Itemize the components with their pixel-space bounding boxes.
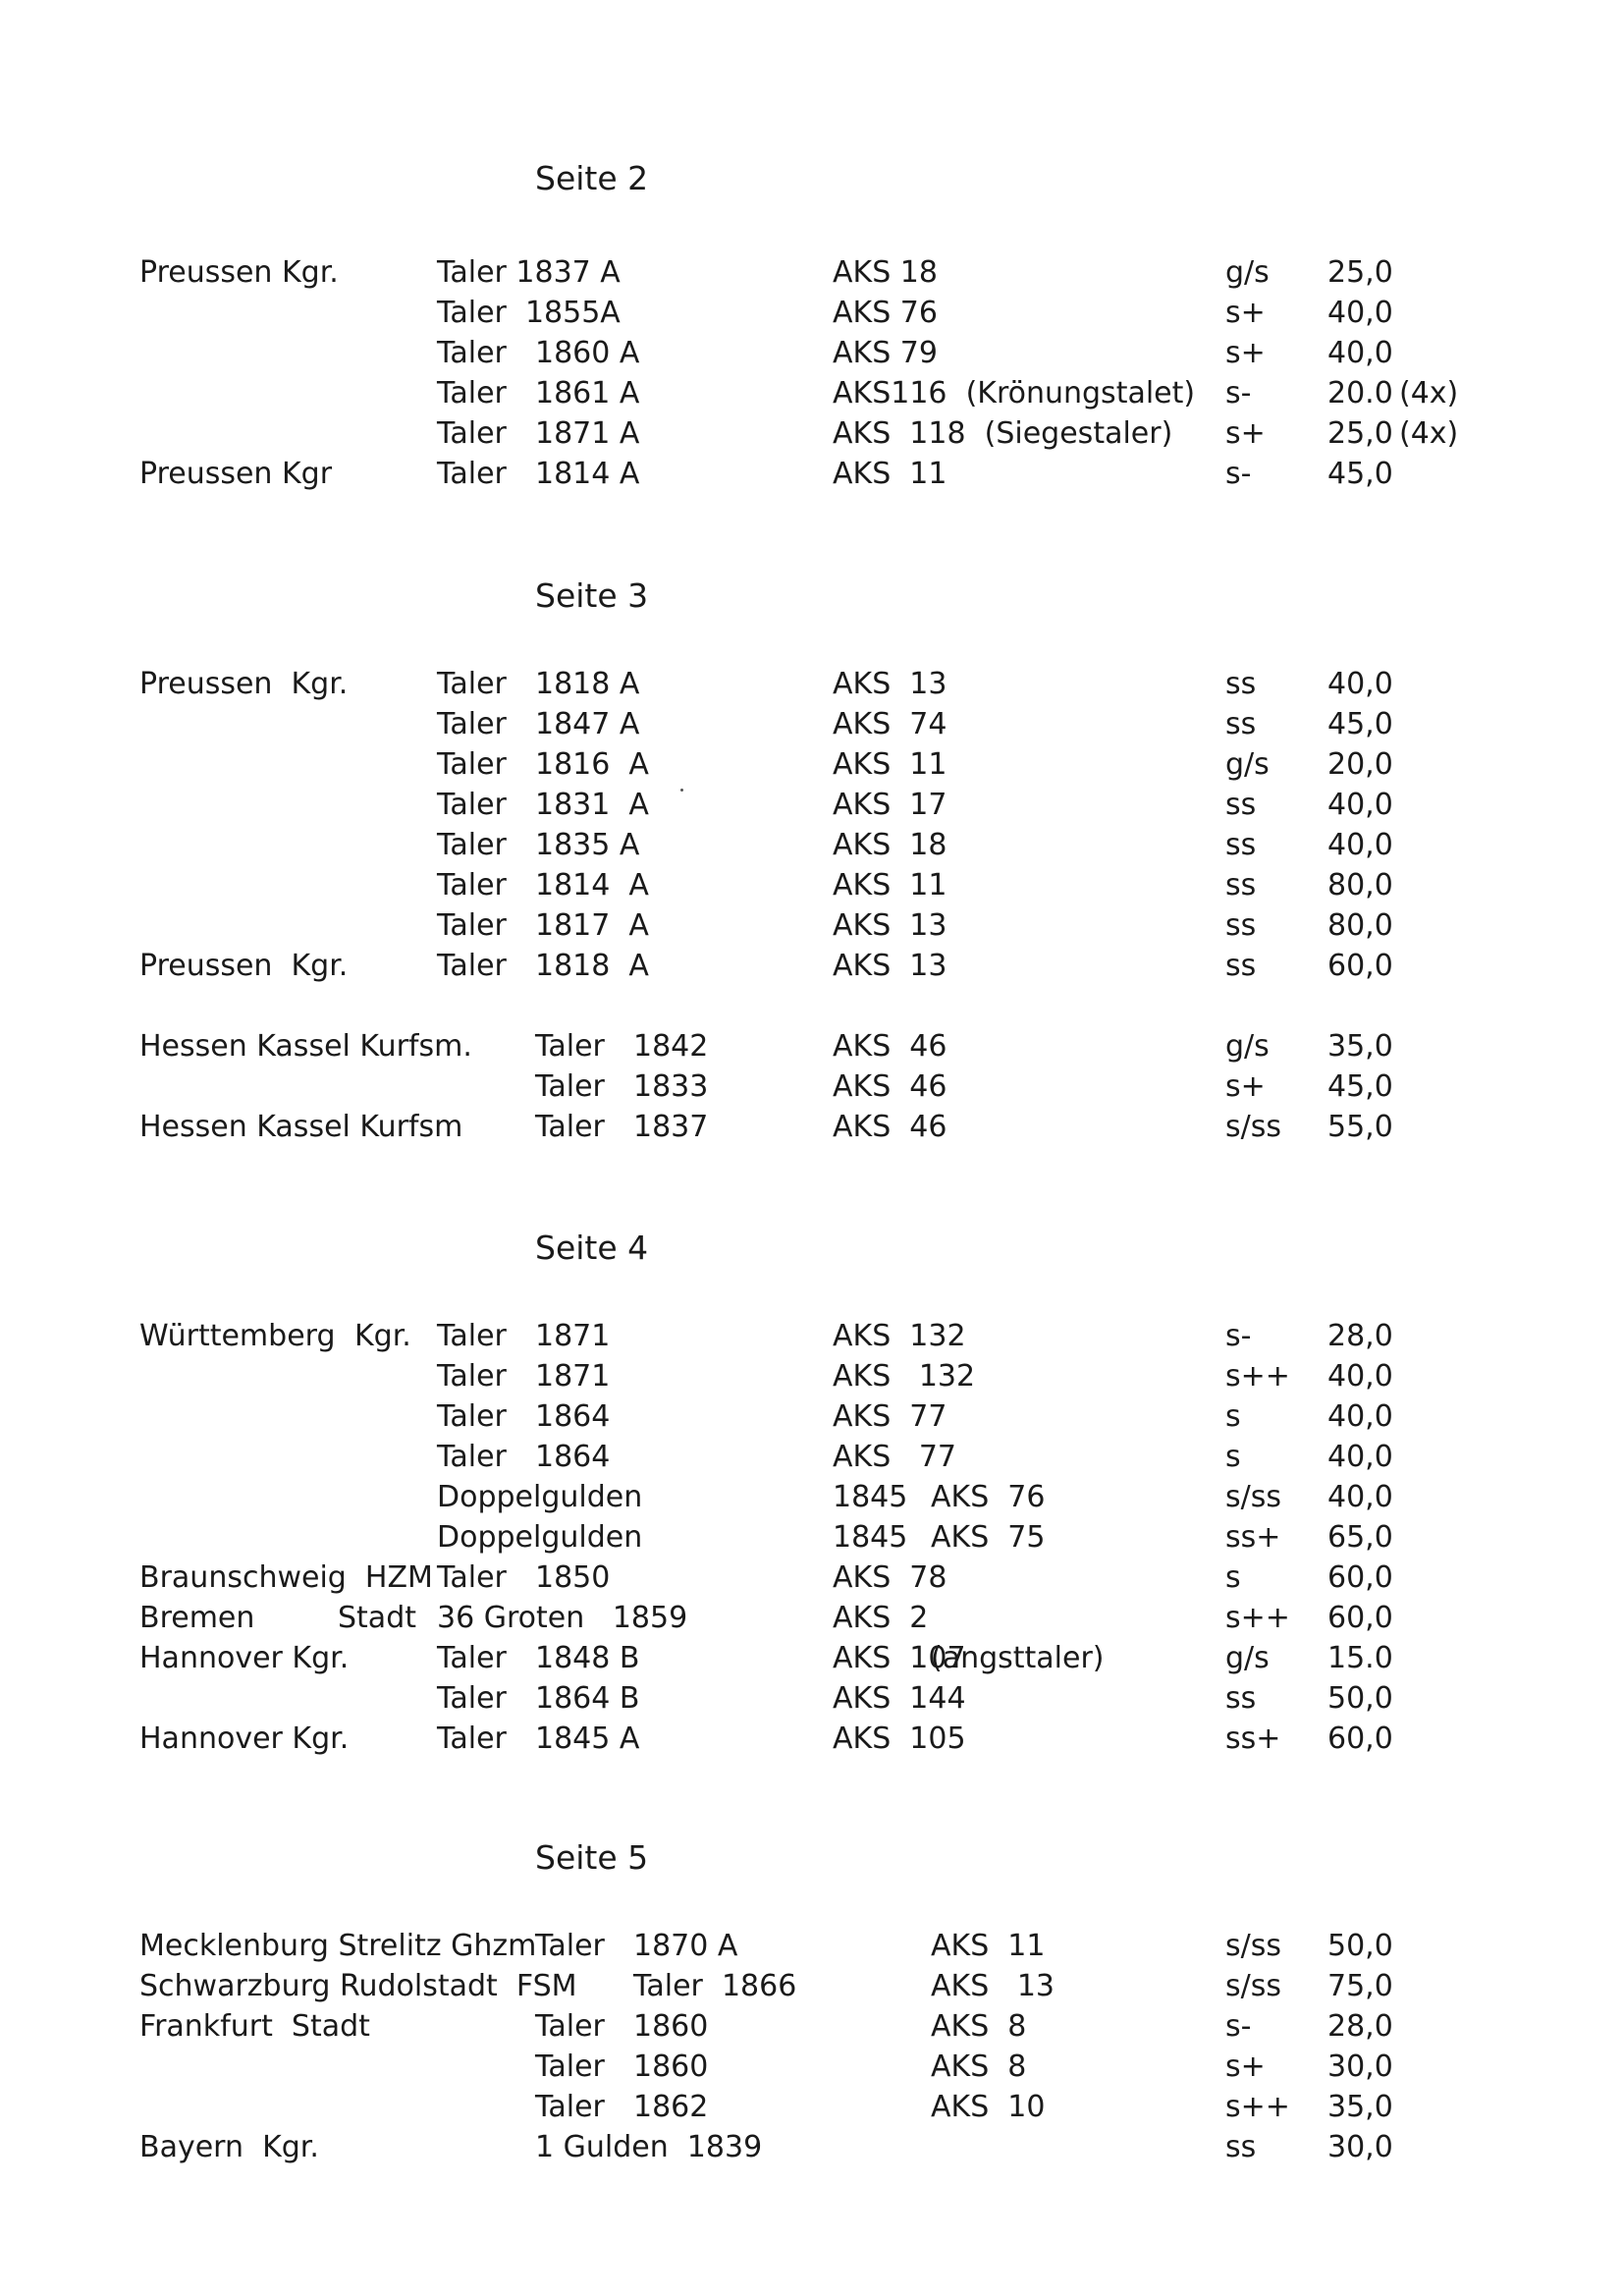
coin-year: 1845 bbox=[833, 1480, 908, 1514]
condition-grade: ss bbox=[1225, 949, 1257, 983]
country-label: Preussen Kgr bbox=[139, 457, 333, 491]
price: 35,0 bbox=[1327, 2090, 1393, 2124]
coin-year: 1833 bbox=[633, 1069, 709, 1104]
country-label: Württemberg bbox=[139, 1319, 336, 1353]
coin-year: 1835 A bbox=[535, 828, 640, 862]
catalog-number: AKS 46 bbox=[833, 1029, 947, 1064]
condition-grade: ss+ bbox=[1225, 1520, 1281, 1555]
condition-grade: s/ss bbox=[1225, 1110, 1281, 1144]
price: 60,0 bbox=[1327, 949, 1393, 983]
coin-year: 1870 A bbox=[633, 1929, 738, 1963]
coin-year: 1864 B bbox=[535, 1681, 640, 1716]
condition-grade: s bbox=[1225, 1440, 1241, 1474]
price: 35,0 bbox=[1327, 1029, 1393, 1064]
coin-year: 1860 A bbox=[535, 336, 640, 370]
price: 28,0 bbox=[1327, 2009, 1393, 2044]
price: 25,0 bbox=[1327, 416, 1393, 451]
list-item bbox=[0, 1317, 1623, 1356]
coin-nickname: (angsttaler) bbox=[931, 1641, 1105, 1675]
section-heading-seite-5: Seite 5 bbox=[535, 1838, 649, 1877]
coin-label: Taler bbox=[437, 457, 507, 491]
catalog-number: AKS 18 bbox=[833, 828, 947, 862]
price: 20,0 bbox=[1327, 747, 1393, 782]
price: 50,0 bbox=[1327, 1681, 1393, 1716]
price: 40,0 bbox=[1327, 788, 1393, 822]
coin-label: Taler bbox=[437, 1722, 507, 1756]
condition-grade: g/s bbox=[1225, 1641, 1270, 1675]
country-label: Preussen Kgr. bbox=[139, 667, 349, 701]
condition-grade: ss bbox=[1225, 908, 1257, 943]
price: 40,0 bbox=[1327, 828, 1393, 862]
price: 40,0 bbox=[1327, 336, 1393, 370]
condition-grade: s- bbox=[1225, 1319, 1252, 1353]
coin-year: 1871 A bbox=[535, 416, 640, 451]
list-item bbox=[0, 2088, 1623, 2127]
list-item bbox=[0, 1067, 1623, 1107]
coin-year: 1845 bbox=[833, 1520, 908, 1555]
catalog-number: AKS 77 bbox=[833, 1399, 947, 1434]
coin-year: 1814 A bbox=[535, 457, 640, 491]
coin-label: Taler bbox=[437, 1641, 507, 1675]
list-item bbox=[0, 1397, 1623, 1437]
coin-label: Taler bbox=[437, 747, 507, 782]
coin-label: Taler bbox=[535, 1929, 605, 1963]
price: 75,0 bbox=[1327, 1969, 1393, 2003]
price: 15.0 bbox=[1327, 1641, 1393, 1675]
price: 40,0 bbox=[1327, 1399, 1393, 1434]
catalog-number: AKS 132 bbox=[833, 1319, 966, 1353]
condition-grade: s- bbox=[1225, 2009, 1252, 2044]
coin-year: 1818 A bbox=[535, 949, 649, 983]
condition-grade: s- bbox=[1225, 376, 1252, 410]
coin-year: 1871 bbox=[535, 1319, 611, 1353]
catalog-number: AKS 10 bbox=[931, 2090, 1046, 2124]
scan-speck bbox=[680, 789, 683, 792]
catalog-number: AKS 105 bbox=[833, 1722, 966, 1756]
country-label: Hannover Kgr. bbox=[139, 1722, 350, 1756]
price: 40,0 bbox=[1327, 667, 1393, 701]
condition-grade: g/s bbox=[1225, 1029, 1270, 1064]
country-label: Frankfurt Stadt bbox=[139, 2009, 370, 2044]
condition-grade: ss bbox=[1225, 707, 1257, 741]
section-heading-seite-4: Seite 4 bbox=[535, 1229, 649, 1267]
coin-label: Taler bbox=[437, 1319, 507, 1353]
list-item bbox=[0, 1478, 1623, 1517]
condition-grade: s/ss bbox=[1225, 1969, 1281, 2003]
catalog-number: AKS 74 bbox=[833, 707, 947, 741]
list-item bbox=[0, 253, 1623, 293]
coin-year: 1816 A bbox=[535, 747, 649, 782]
coin-year: 1860 bbox=[633, 2009, 709, 2044]
price: 60,0 bbox=[1327, 1560, 1393, 1595]
catalog-number: AKS 78 bbox=[833, 1560, 947, 1595]
coin-year: 1847 A bbox=[535, 707, 640, 741]
coin-label: 1 Gulden 1839 bbox=[535, 2130, 763, 2164]
coin-label: Taler bbox=[437, 707, 507, 741]
list-item bbox=[0, 2007, 1623, 2047]
coin-label: Taler bbox=[437, 1399, 507, 1434]
coin-label: Taler bbox=[437, 908, 507, 943]
country-label: Hessen Kassel Kurfsm. bbox=[139, 1029, 472, 1064]
list-item bbox=[0, 1927, 1623, 1966]
coin-label: Taler bbox=[437, 1681, 507, 1716]
price: 50,0 bbox=[1327, 1929, 1393, 1963]
condition-grade: s bbox=[1225, 1399, 1241, 1434]
condition-grade: s++ bbox=[1225, 2090, 1290, 2124]
condition-grade: s++ bbox=[1225, 1601, 1290, 1635]
coin-label: Taler bbox=[535, 2050, 605, 2084]
coin-label: Taler bbox=[437, 667, 507, 701]
condition-grade: ss bbox=[1225, 788, 1257, 822]
list-item bbox=[0, 1108, 1623, 1147]
list-item bbox=[0, 455, 1623, 494]
list-item bbox=[0, 947, 1623, 986]
coin-label: Doppelgulden bbox=[437, 1480, 643, 1514]
country-type-label: Kgr. bbox=[354, 1319, 411, 1353]
country-label: Braunschweig HZM bbox=[139, 1560, 433, 1595]
condition-grade: s+ bbox=[1225, 296, 1266, 330]
coin-label: Taler bbox=[437, 868, 507, 902]
list-item bbox=[0, 665, 1623, 704]
country-label: Mecklenburg Strelitz Ghzm bbox=[139, 1929, 537, 1963]
catalog-number: AKS 18 bbox=[833, 255, 938, 290]
coin-year: 1850 bbox=[535, 1560, 611, 1595]
coin-year: 1871 bbox=[535, 1359, 611, 1394]
condition-grade: ss bbox=[1225, 667, 1257, 701]
list-item bbox=[0, 745, 1623, 785]
coin-label: Taler bbox=[437, 788, 507, 822]
catalog-number: AKS 8 bbox=[931, 2050, 1027, 2084]
list-item bbox=[0, 1679, 1623, 1719]
list-item bbox=[0, 374, 1623, 413]
catalog-number: AKS 107 bbox=[833, 1641, 966, 1675]
list-item bbox=[0, 826, 1623, 865]
list-item bbox=[0, 334, 1623, 373]
catalog-number: AKS 144 bbox=[833, 1681, 966, 1716]
country-label: Bremen bbox=[139, 1601, 255, 1635]
price: 65,0 bbox=[1327, 1520, 1393, 1555]
coin-label: Taler bbox=[437, 1560, 507, 1595]
list-item bbox=[0, 1720, 1623, 1759]
price: 60,0 bbox=[1327, 1601, 1393, 1635]
price: 80,0 bbox=[1327, 868, 1393, 902]
coin-year: 1845 A bbox=[535, 1722, 640, 1756]
coin-year: 1837 bbox=[633, 1110, 709, 1144]
condition-grade: ss bbox=[1225, 1681, 1257, 1716]
condition-grade: s+ bbox=[1225, 2050, 1266, 2084]
country-label: Hessen Kassel Kurfsm bbox=[139, 1110, 463, 1144]
condition-grade: s+ bbox=[1225, 336, 1266, 370]
coin-label: Taler bbox=[535, 1029, 605, 1064]
coin-label: Taler bbox=[535, 1069, 605, 1104]
list-item bbox=[0, 414, 1623, 454]
list-item bbox=[0, 786, 1623, 825]
country-label: Bayern Kgr. bbox=[139, 2130, 319, 2164]
catalog-number: AKS 11 bbox=[931, 1929, 1046, 1963]
price: 45,0 bbox=[1327, 707, 1393, 741]
catalog-number: AKS 11 bbox=[833, 868, 947, 902]
list-item bbox=[0, 866, 1623, 905]
price: 55,0 bbox=[1327, 1110, 1393, 1144]
catalog-number: AKS 17 bbox=[833, 788, 947, 822]
coin-label: Taler bbox=[437, 1440, 507, 1474]
condition-grade: ss bbox=[1225, 868, 1257, 902]
list-item bbox=[0, 1357, 1623, 1396]
catalog-number: AKS 77 bbox=[833, 1440, 957, 1474]
catalog-number: AKS 13 bbox=[931, 1969, 1055, 2003]
price: 28,0 bbox=[1327, 1319, 1393, 1353]
condition-grade: s/ss bbox=[1225, 1929, 1281, 1963]
condition-grade: ss bbox=[1225, 828, 1257, 862]
condition-grade: s bbox=[1225, 1560, 1241, 1595]
coin-year: 1842 bbox=[633, 1029, 709, 1064]
catalog-number: AKS 2 bbox=[833, 1601, 929, 1635]
price: 40,0 bbox=[1327, 1359, 1393, 1394]
catalog-number: AKS 76 bbox=[833, 296, 938, 330]
catalog-number: AKS 118 (Siegestaler) bbox=[833, 416, 1173, 451]
price: 30,0 bbox=[1327, 2050, 1393, 2084]
coin-label: Taler 1855A bbox=[437, 296, 621, 330]
list-item bbox=[0, 2128, 1623, 2167]
condition-grade: ss bbox=[1225, 2130, 1257, 2164]
coin-label: 36 Groten 1859 bbox=[437, 1601, 688, 1635]
coin-label: Taler bbox=[437, 949, 507, 983]
coin-label: Taler bbox=[535, 2090, 605, 2124]
condition-grade: g/s bbox=[1225, 747, 1270, 782]
price: 80,0 bbox=[1327, 908, 1393, 943]
coin-year: 1817 A bbox=[535, 908, 649, 943]
section-heading-seite-2: Seite 2 bbox=[535, 159, 649, 197]
list-item bbox=[0, 1438, 1623, 1477]
condition-grade: s+ bbox=[1225, 416, 1266, 451]
country-label: Schwarzburg Rudolstadt FSM bbox=[139, 1969, 577, 2003]
catalog-number: AKS 11 bbox=[833, 747, 947, 782]
list-item bbox=[0, 705, 1623, 744]
catalog-number: AKS 79 bbox=[833, 336, 938, 370]
catalog-number: AKS 46 bbox=[833, 1110, 947, 1144]
catalog-number: AKS 13 bbox=[833, 949, 947, 983]
price: 30,0 bbox=[1327, 2130, 1393, 2164]
list-item bbox=[0, 906, 1623, 946]
coin-label: Taler bbox=[437, 416, 507, 451]
country-label: Preussen Kgr. bbox=[139, 949, 349, 983]
coin-label: Taler bbox=[535, 2009, 605, 2044]
list-item bbox=[0, 1027, 1623, 1066]
coin-year: 1814 A bbox=[535, 868, 649, 902]
price: 45,0 bbox=[1327, 457, 1393, 491]
catalog-number: AKS 13 bbox=[833, 908, 947, 943]
section-heading-seite-3: Seite 3 bbox=[535, 576, 649, 615]
price: 60,0 bbox=[1327, 1722, 1393, 1756]
list-item bbox=[0, 1599, 1623, 1638]
coin-year: 1818 A bbox=[535, 667, 640, 701]
price: 40,0 bbox=[1327, 296, 1393, 330]
catalog-number: AKS 75 bbox=[931, 1520, 1046, 1555]
condition-grade: g/s bbox=[1225, 255, 1270, 290]
coin-year: 1848 B bbox=[535, 1641, 640, 1675]
price: 45,0 bbox=[1327, 1069, 1393, 1104]
coin-label: Taler bbox=[437, 828, 507, 862]
price: 20.0 bbox=[1327, 376, 1393, 410]
price: 40,0 bbox=[1327, 1440, 1393, 1474]
country-label: Preussen Kgr. bbox=[139, 255, 339, 290]
coin-year: 1861 A bbox=[535, 376, 640, 410]
list-item bbox=[0, 1639, 1623, 1678]
coin-year: 1864 bbox=[535, 1440, 611, 1474]
coin-year: 1831 A bbox=[535, 788, 649, 822]
list-item bbox=[0, 1558, 1623, 1598]
coin-label: Taler 1866 bbox=[633, 1969, 797, 2003]
coin-label: Taler 1837 A bbox=[437, 255, 621, 290]
quantity-note: (4x) bbox=[1399, 376, 1459, 410]
catalog-number: AKS 132 bbox=[833, 1359, 976, 1394]
coin-label: Taler bbox=[437, 336, 507, 370]
catalog-number: AKS 13 bbox=[833, 667, 947, 701]
coin-label: Doppelgulden bbox=[437, 1520, 643, 1555]
list-item bbox=[0, 1518, 1623, 1558]
catalog-number: AKS 11 bbox=[833, 457, 947, 491]
condition-grade: s++ bbox=[1225, 1359, 1290, 1394]
catalog-number: AKS 76 bbox=[931, 1480, 1046, 1514]
coin-label: Taler bbox=[437, 1359, 507, 1394]
list-item bbox=[0, 1967, 1623, 2006]
price: 40,0 bbox=[1327, 1480, 1393, 1514]
country-type-label: Stadt bbox=[338, 1601, 416, 1635]
condition-grade: s- bbox=[1225, 457, 1252, 491]
list-item bbox=[0, 2048, 1623, 2087]
condition-grade: ss+ bbox=[1225, 1722, 1281, 1756]
condition-grade: s+ bbox=[1225, 1069, 1266, 1104]
coin-year: 1860 bbox=[633, 2050, 709, 2084]
catalog-number: AKS116 (Krönungstalet) bbox=[833, 376, 1196, 410]
list-item bbox=[0, 294, 1623, 333]
coin-year: 1864 bbox=[535, 1399, 611, 1434]
coin-label: Taler bbox=[437, 376, 507, 410]
coin-year: 1862 bbox=[633, 2090, 709, 2124]
coin-label: Taler bbox=[535, 1110, 605, 1144]
catalog-number: AKS 8 bbox=[931, 2009, 1027, 2044]
catalog-number: AKS 46 bbox=[833, 1069, 947, 1104]
condition-grade: s/ss bbox=[1225, 1480, 1281, 1514]
country-label: Hannover Kgr. bbox=[139, 1641, 350, 1675]
quantity-note: (4x) bbox=[1399, 416, 1459, 451]
price: 25,0 bbox=[1327, 255, 1393, 290]
